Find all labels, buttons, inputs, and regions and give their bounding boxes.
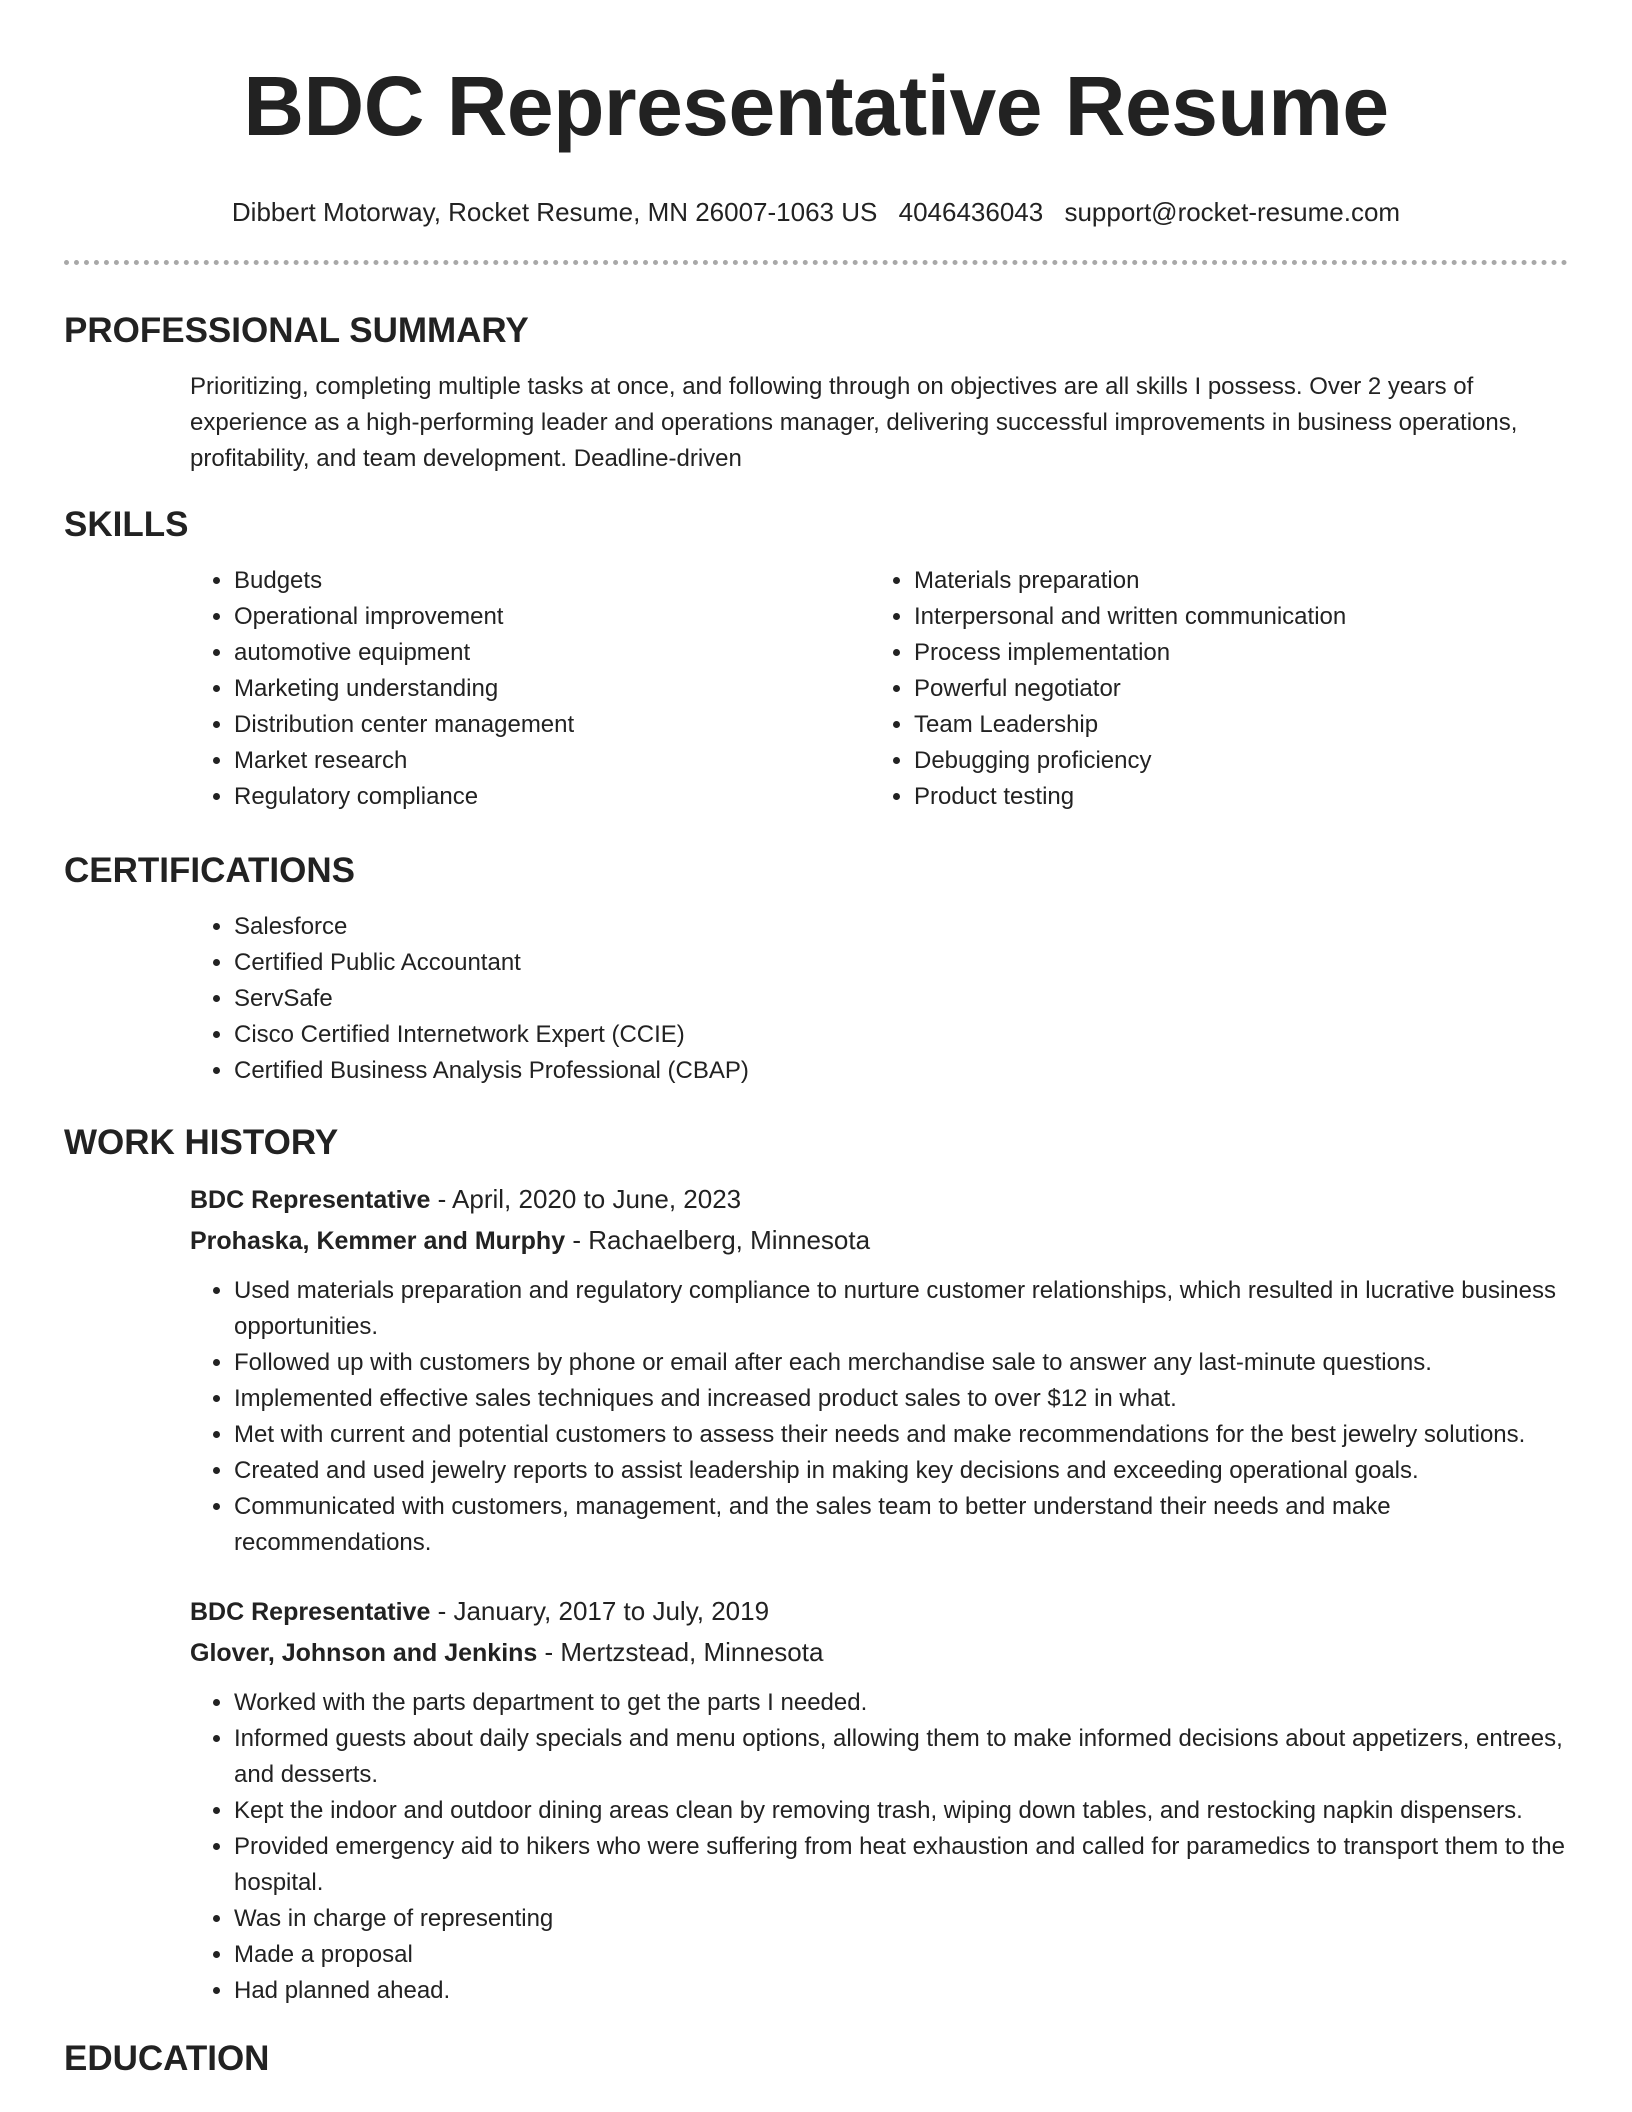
education-heading: EDUCATION [64,2039,270,2078]
resume-page [64,0,1568,2081]
list-item: • Powerful negotiator [914,671,1550,707]
job-bullets [190,1273,1568,1561]
job-entry [190,1591,1568,2009]
list-item: • Team Leadership [914,707,1550,743]
contact-phone: 4046436043 [898,197,1044,227]
list-item: • Communicated with customers, management, and the sales team to better understand their needs and make recommendations. [234,1489,1568,1561]
job-location: - Rachaelberg, Minnesota [565,1225,871,1255]
job-location: - Mertzstead, Minnesota [537,1637,824,1667]
job-entry [190,1179,1568,1561]
job-dates: - January, 2017 to July, 2019 [430,1596,770,1626]
certifications-section [190,909,1568,1089]
list-item: • Met with current and potential customers to assess their needs and make recommendations for the best jewelry solutions. [234,1417,1568,1453]
contact-line [64,194,1568,230]
summary-heading: PROFESSIONAL SUMMARY [64,311,529,350]
job-title: BDC Representative [190,1598,431,1626]
list-item: • Implemented effective sales techniques and increased product sales to over $12 in what. [234,1381,1568,1417]
contact-email: support@rocket-resume.com [1064,197,1401,227]
list-item: • Product testing [914,779,1550,815]
job-title-line [190,1591,1568,1632]
job-company-line [190,1632,1568,1673]
skills-right-list [870,563,1550,815]
list-item: • Certified Public Accountant [234,945,1568,981]
summary-section [190,369,1568,477]
skills-right-column [870,563,1550,815]
list-item: • Had planned ahead. [234,1973,1568,2009]
list-item: • Debugging proficiency [914,743,1550,779]
list-item: • automotive equipment [234,635,870,671]
list-item: • Used materials preparation and regulatory compliance to nurture customer relationships, which resulted in lucrative business opportunities. [234,1273,1568,1345]
list-item: • Worked with the parts department to get the parts I needed. [234,1685,1568,1721]
header-divider [64,260,1568,265]
certifications-heading: CERTIFICATIONS [64,851,356,890]
skills-section [190,563,1568,815]
list-item: • Operational improvement [234,599,870,635]
list-item: • Salesforce [234,909,1568,945]
job-bullets [190,1685,1568,2009]
skills-heading: SKILLS [64,505,189,544]
list-item: • Budgets [234,563,870,599]
list-item: • ServSafe [234,981,1568,1017]
job-company-line [190,1220,1568,1261]
list-item: • Regulatory compliance [234,779,870,815]
list-item: • Provided emergency aid to hikers who were suffering from heat exhaustion and called for paramedics to transport them to the hospital. [234,1829,1568,1901]
job-title: BDC Representative [190,1186,431,1214]
resume-title: BDC Representative Resume [243,59,1389,153]
list-item: • Certified Business Analysis Professional (CBAP) [234,1053,1568,1089]
certifications-list [190,909,1568,1089]
job-company: Glover, Johnson and Jenkins [190,1639,538,1667]
list-item: • Informed guests about daily specials and menu options, allowing them to make informed decisions about appetizers, entrees, and desserts. [234,1721,1568,1793]
summary-text: Prioritizing, completing multiple tasks at once, and following through on objectives are all skills I possess. Over 2 years of experience as a high-performing leader and operations manager, delivering successful improvements in business operations, profitability, and team development. Deadline-driven [190,373,1518,472]
list-item: • Marketing understanding [234,671,870,707]
list-item: • Cisco Certified Internetwork Expert (CCIE) [234,1017,1568,1053]
list-item: • Materials preparation [914,563,1550,599]
list-item: • Process implementation [914,635,1550,671]
job-dates: - April, 2020 to June, 2023 [430,1184,742,1214]
list-item: • Interpersonal and written communication [914,599,1550,635]
list-item: • Created and used jewelry reports to assist leadership in making key decisions and exceeding operational goals. [234,1453,1568,1489]
list-item: • Market research [234,743,870,779]
list-item: • Kept the indoor and outdoor dining areas clean by removing trash, wiping down tables, and restocking napkin dispensers. [234,1793,1568,1829]
skills-left-column [190,563,870,815]
list-item: • Followed up with customers by phone or email after each merchandise sale to answer any last-minute questions. [234,1345,1568,1381]
skills-left-list [190,563,870,815]
work-history-heading: WORK HISTORY [64,1123,339,1162]
contact-address: Dibbert Motorway, Rocket Resume, MN 26007-1063 US [231,197,878,227]
list-item: • Distribution center management [234,707,870,743]
list-item: • Was in charge of representing [234,1901,1568,1937]
list-item: • Made a proposal [234,1937,1568,1973]
job-title-line [190,1179,1568,1220]
job-company: Prohaska, Kemmer and Murphy [190,1227,566,1255]
